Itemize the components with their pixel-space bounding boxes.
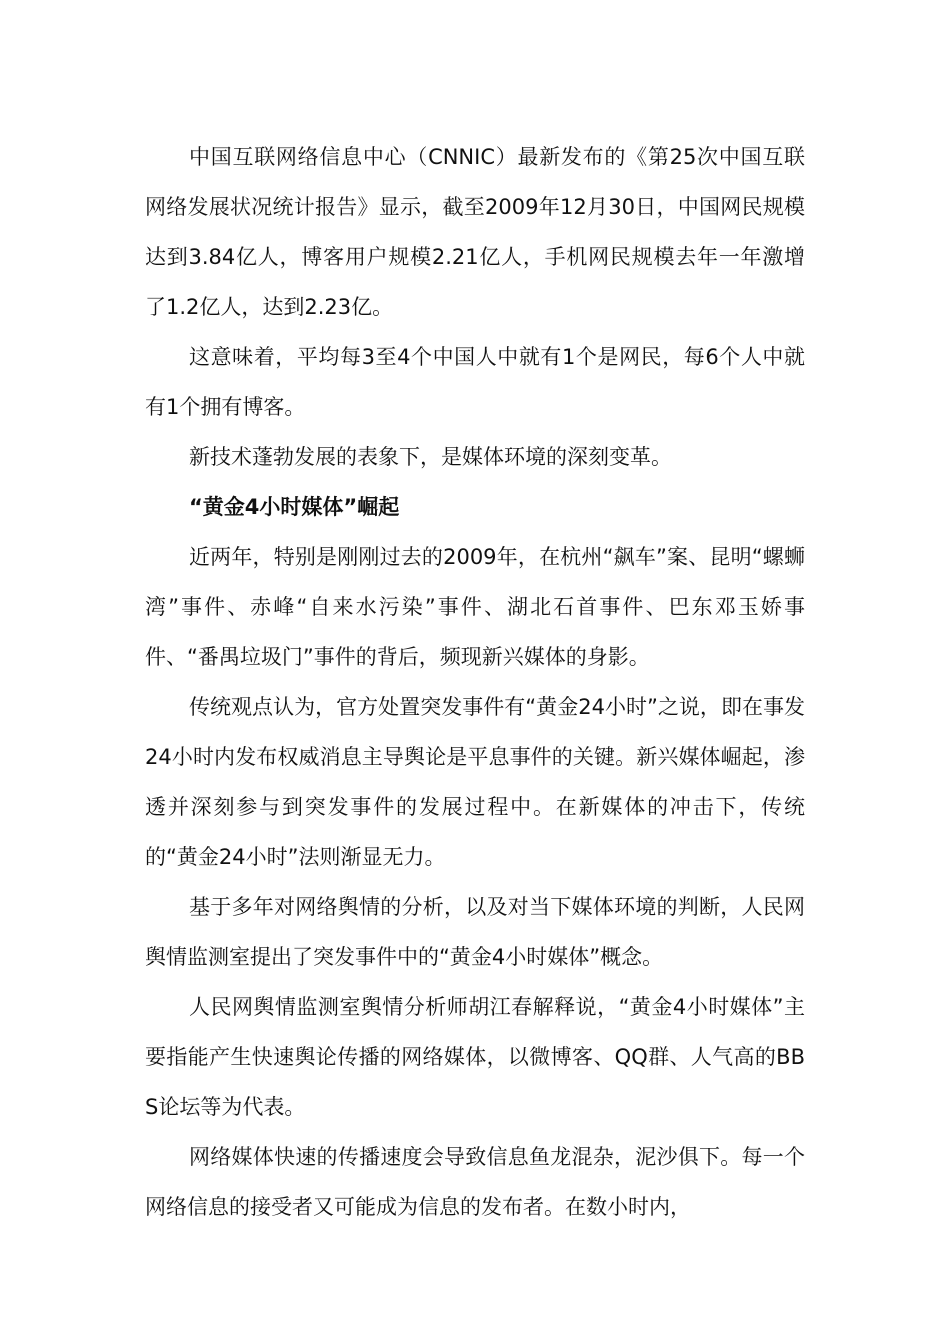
paragraph-analyst-explanation: 人民网舆情监测室舆情分析师胡江春解释说，“黄金4小时媒体”主要指能产生快速舆论传播的网络媒体，以微博客、QQ群、人气高的BBS论坛等为代表。 xyxy=(145,995,805,1119)
section-heading: “黄金4小时媒体”崛起 xyxy=(189,495,400,519)
paragraph-incidents: 近两年，特别是刚刚过去的2009年，在杭州“飙车”案、昆明“螺蛳湾”事件、赤峰“自来水污染”事件、湖北石首事件、巴东邓玉娇事件、“番禺垃圾门”事件的背后，频现新兴媒体的身影。 xyxy=(145,545,805,669)
paragraph-media-change: 新技术蓬勃发展的表象下，是媒体环境的深刻变革。 xyxy=(189,445,672,469)
paragraph-netizen-ratio: 这意味着，平均每3至4个中国人中就有1个是网民，每6个人中就有1个拥有博客。 xyxy=(145,345,805,419)
paragraph-cnnic-report: 中国互联网络信息中心（CNNIC）最新发布的《第25次中国互联网络发展状况统计报告》显示，截至2009年12月30日，中国网民规模达到3.84亿人，博客用户规模2.21亿人，手机网民规模去年一年激增了1.2亿人，达到2.23亿。 xyxy=(145,145,805,319)
paragraph-network-media-speed: 网络媒体快速的传播速度会导致信息鱼龙混杂，泥沙俱下。每一个网络信息的接受者又可能成为信息的发布者。在数小时内， xyxy=(145,1145,805,1219)
document-page xyxy=(145,132,805,1232)
paragraph-golden-24-hours: 传统观点认为，官方处置突发事件有“黄金24小时”之说，即在事发24小时内发布权威消息主导舆论是平息事件的关键。新兴媒体崛起，渗透并深刻参与到突发事件的发展过程中。在新媒体的冲击下，传统的“黄金24小时”法则渐显无力。 xyxy=(145,695,805,869)
paragraph-golden-4-hours-concept: 基于多年对网络舆情的分析，以及对当下媒体环境的判断，人民网舆情监测室提出了突发事件中的“黄金4小时媒体”概念。 xyxy=(145,895,805,969)
